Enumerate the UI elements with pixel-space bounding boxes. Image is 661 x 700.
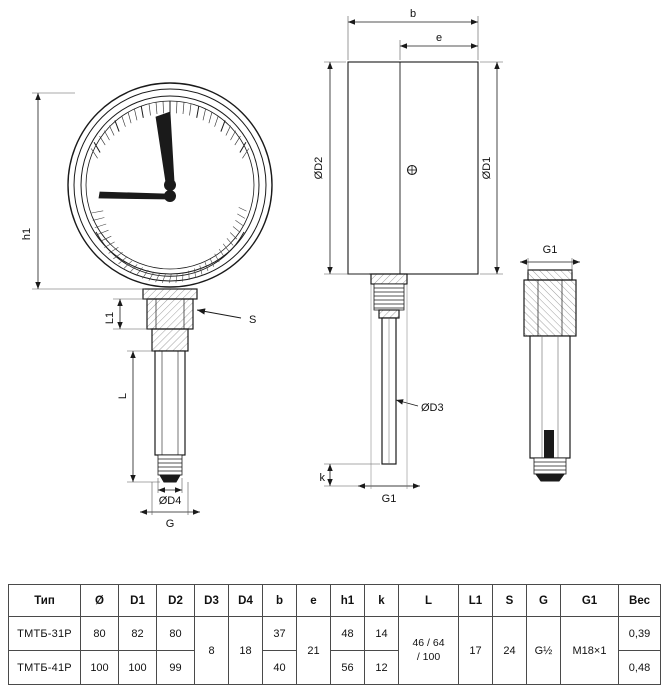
label-D3: ØD3: [421, 402, 444, 414]
cell-l-line2: / 100: [416, 650, 441, 663]
col-header-d: Ø: [81, 585, 119, 617]
col-header-k: k: [365, 585, 399, 617]
spec-table: [8, 584, 661, 685]
label-L1: L1: [104, 311, 116, 325]
label-L: L: [117, 392, 129, 400]
label-D2: ØD2: [313, 156, 325, 180]
cell-b: 40: [263, 651, 297, 685]
label-G1-middle: G1: [381, 493, 397, 505]
table-header-row: [9, 585, 661, 617]
cell-d3-merged: 8: [195, 617, 229, 685]
label-D1: ØD1: [481, 156, 493, 180]
col-header-e: e: [297, 585, 331, 617]
cell-d4-merged: 18: [229, 617, 263, 685]
col-header-d3: D3: [195, 585, 229, 617]
cell-d: 100: [81, 651, 119, 685]
col-header-d2: D2: [157, 585, 195, 617]
cell-h1: 48: [331, 617, 365, 651]
cell-type: ТМТБ-41Р: [9, 651, 81, 685]
col-header-l: L: [399, 585, 459, 617]
cell-b: 37: [263, 617, 297, 651]
label-h1: h1: [21, 227, 33, 241]
cell-l-line1: 46 / 64: [412, 637, 445, 650]
cell-l-merged: [399, 617, 459, 685]
col-header-weight: Вес: [619, 585, 661, 617]
col-header-g1: G1: [561, 585, 619, 617]
cell-l1-merged: 17: [459, 617, 493, 685]
col-header-s: S: [493, 585, 527, 617]
cell-h1: 56: [331, 651, 365, 685]
label-e: e: [435, 32, 443, 44]
cell-g1-merged: M18×1: [561, 617, 619, 685]
label-k: k: [319, 472, 325, 484]
cell-s-merged: 24: [493, 617, 527, 685]
cell-type: ТМТБ-31Р: [9, 617, 81, 651]
col-header-b: b: [263, 585, 297, 617]
cell-d: 80: [81, 617, 119, 651]
spec-table-container: [8, 584, 651, 685]
cell-d2: 80: [157, 617, 195, 651]
cell-k: 14: [365, 617, 399, 651]
label-S: S: [249, 314, 257, 326]
col-header-type: Тип: [9, 585, 81, 617]
cell-weight: 0,39: [619, 617, 661, 651]
cell-d1: 100: [119, 651, 157, 685]
table-row: [9, 617, 661, 651]
cell-g-merged: G½: [527, 617, 561, 685]
label-G1-right: G1: [542, 244, 558, 256]
cell-k: 12: [365, 651, 399, 685]
label-D4: ØD4: [158, 495, 182, 507]
col-header-d1: D1: [119, 585, 157, 617]
label-b: b: [409, 8, 417, 20]
col-header-g: G: [527, 585, 561, 617]
cell-e-merged: 21: [297, 617, 331, 685]
cell-d1: 82: [119, 617, 157, 651]
col-header-d4: D4: [229, 585, 263, 617]
label-G: G: [165, 518, 175, 530]
col-header-h1: h1: [331, 585, 365, 617]
col-header-l1: L1: [459, 585, 493, 617]
cell-weight: 0,48: [619, 651, 661, 685]
cell-d2: 99: [157, 651, 195, 685]
